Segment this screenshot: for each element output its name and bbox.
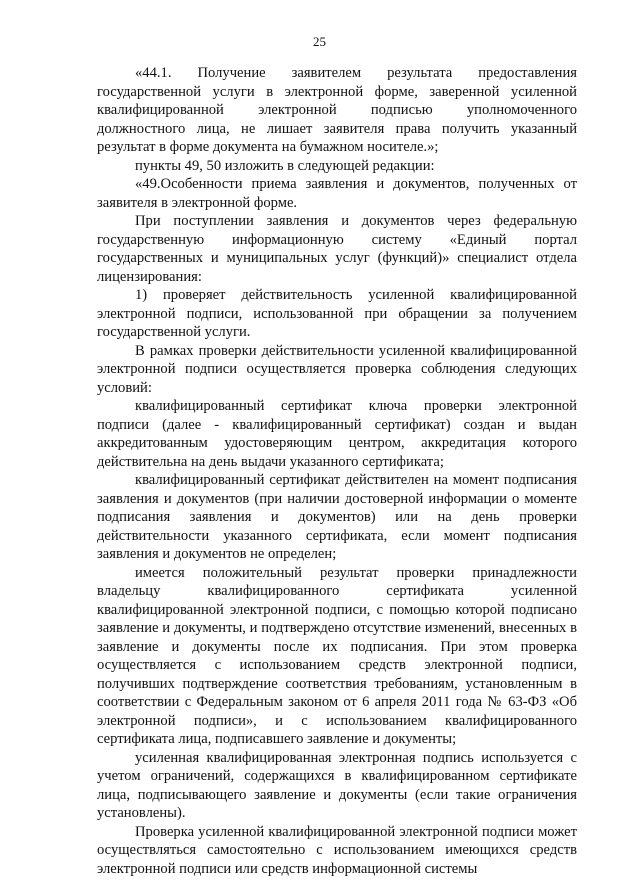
paragraph-condition-ownership: имеется положительный результат проверки принадлежности владельцу квалифицированного сертификата усиленной квалифицированной электронной подписи, с помощью которой подписано заявление и документы, и подтверждено отсутствие изменений, внесенных в заявление и документы после их подписания. При этом проверка осуществляется с использованием средств электронной подписи, получивших подтверждение соответствия требованиям, установленным в соответствии с Федеральным законом от 6 апреля 2011 года № 63-ФЗ «Об электронной подписи», и с использованием квалифицированного сертификата лица, подписавшего заявление и документы;: [97, 564, 577, 747]
paragraph-condition-accredited: квалифицированный сертификат ключа проверки электронной подписи (далее - квалифицированный сертификат) создан и выдан аккредитованным удостоверяющим центром, аккредитация которого действительна на день выдачи указанного сертификата;: [97, 398, 577, 470]
paragraph-condition-valid: квалифицированный сертификат действителен на момент подписания заявления и документов (при наличии достоверной информации о моменте подписания заявления и документов) или на день проверки действительности указанного сертификата, если момент подписания заявления и документов не определен;: [97, 472, 577, 562]
paragraph-amend-49-50: пункты 49, 50 изложить в следующей редакции:: [135, 157, 435, 174]
paragraph-verification-conditions: В рамках проверки действительности усиленной квалифицированной электронной подписи осуществляется проверка соблюдения следующих условий:: [97, 342, 577, 396]
page-number: 25: [313, 34, 326, 49]
document-body: [97, 64, 577, 878]
paragraph-item-1: 1) проверяет действительность усиленной квалифицированной электронной подписи, использованной при обращении за получением государственной услуги.: [97, 287, 577, 340]
paragraph-44-1: «44.1. Получение заявителем результата предоставления государственной услуги в электронной форме, заверенной усиленной квалифицированной электронной подписью уполномоченного должностного лица, не лишает заявителя права получить указанный результат в форме документа на бумажном носителе.»;: [97, 65, 577, 155]
paragraph-condition-restrictions: усиленная квалифицированная электронная подпись используется с учетом ограничений, содержащихся в квалифицированном сертификате лица, подписывающего заявление и документы (если такие ограничения установлены).: [97, 749, 577, 821]
paragraph-49-heading: «49.Особенности приема заявления и документов, полученных от заявителя в электронной форме.: [97, 176, 577, 211]
paragraph-portal-receipt: При поступлении заявления и документов через федеральную государственную информационную систему «Единый портал государственных и муниципальных услуг (функций)» специалист отдела лицензирования:: [97, 213, 577, 285]
paragraph-verification-means: Проверка усиленной квалифицированной электронной подписи может осуществляться самостоятельно с использованием имеющихся средств электронной подписи или средств информационной системы: [97, 823, 577, 877]
